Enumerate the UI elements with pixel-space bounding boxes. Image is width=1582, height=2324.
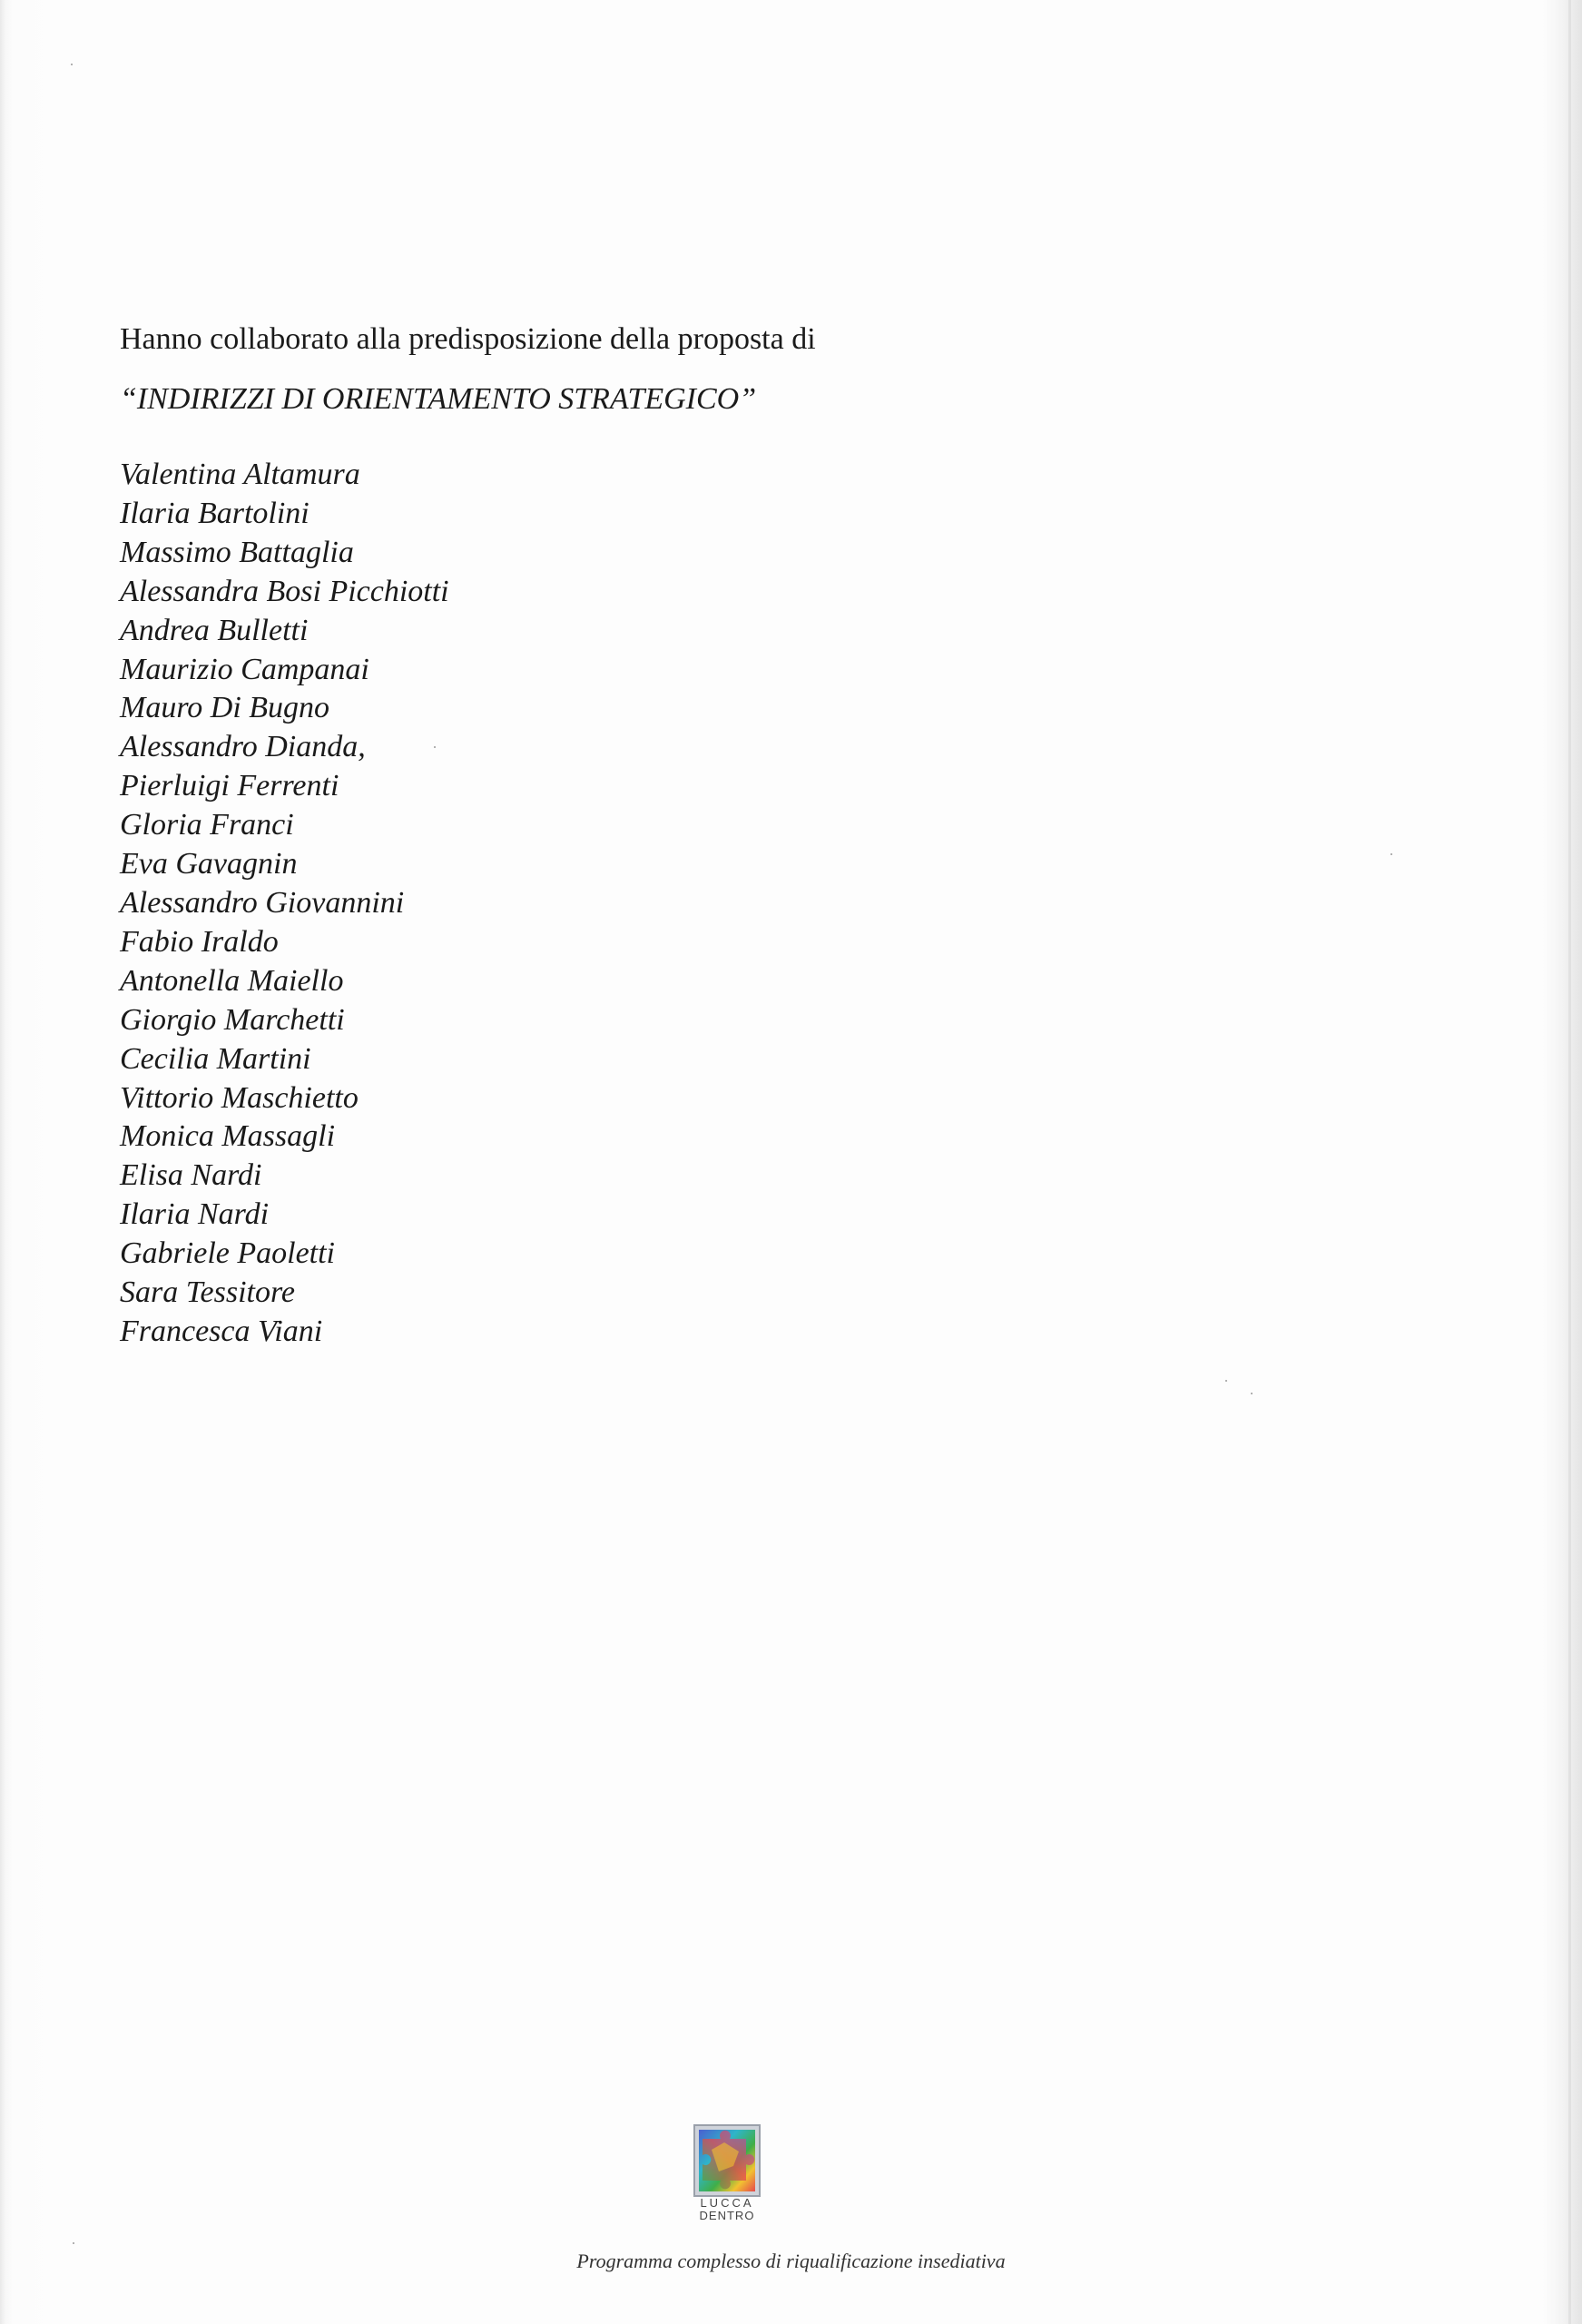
collaborator-name: Cecilia Martini [120,1041,311,1076]
collaborators-list [120,456,449,1352]
collaborator-name: Gloria Franci [120,808,294,842]
collaborator-name: Giorgio Marchetti [120,1002,345,1037]
collaborator-name: Fabio Iraldo [120,924,279,959]
footer-caption: Programma complesso di riqualificazione insediativa [576,2250,1006,2272]
collaborator-name: Francesca Viani [120,1314,323,1348]
intro-line: Hanno collaborato alla predisposizione della proposta di [120,322,816,356]
collaborator-name: Eva Gavagnin [120,847,298,881]
paper-speck [71,64,73,65]
collaborator-name: Alessandra Bosi Picchiotti [120,574,449,608]
collaborator-name: Massimo Battaglia [120,535,354,569]
collaborator-name: Maurizio Campanai [120,652,369,686]
collaborator-name: Andrea Bulletti [120,613,309,647]
paper-speck [1251,1393,1253,1394]
logo-text-lucca: LUCCA [700,2196,754,2210]
collaborator-name: Gabriele Paoletti [120,1236,336,1271]
collaborator-name: Valentina Altamura [120,458,360,491]
collaborator-name: Elisa Nardi [120,1158,262,1193]
piuss-puzzle-logo-icon [692,2122,762,2199]
collaborator-name: Vittorio Maschietto [120,1080,359,1115]
collaborator-name: Monica Massagli [120,1119,336,1154]
logo-text-dentro: DENTRO [699,2209,755,2222]
paper-speck [73,2242,74,2244]
document-title: “INDIRIZZI DI ORIENTAMENTO STRATEGICO” [120,382,757,416]
collaborator-name: Antonella Maiello [120,963,344,998]
paper-speck [1225,1380,1227,1382]
collaborator-name: Alessandro Dianda, [120,730,366,764]
paper-speck [1390,853,1392,855]
collaborator-name: Sara Tessitore [120,1275,296,1310]
collaborator-name: Mauro Di Bugno [120,691,330,725]
collaborator-name: Alessandro Giovannini [120,885,405,920]
collaborator-name: Ilaria Nardi [120,1197,270,1232]
collaborator-name: Pierluigi Ferrenti [120,769,339,803]
page-edge-shadow [1568,0,1571,2324]
paper-speck [434,746,436,748]
collaborator-name: Ilaria Bartolini [120,496,310,530]
